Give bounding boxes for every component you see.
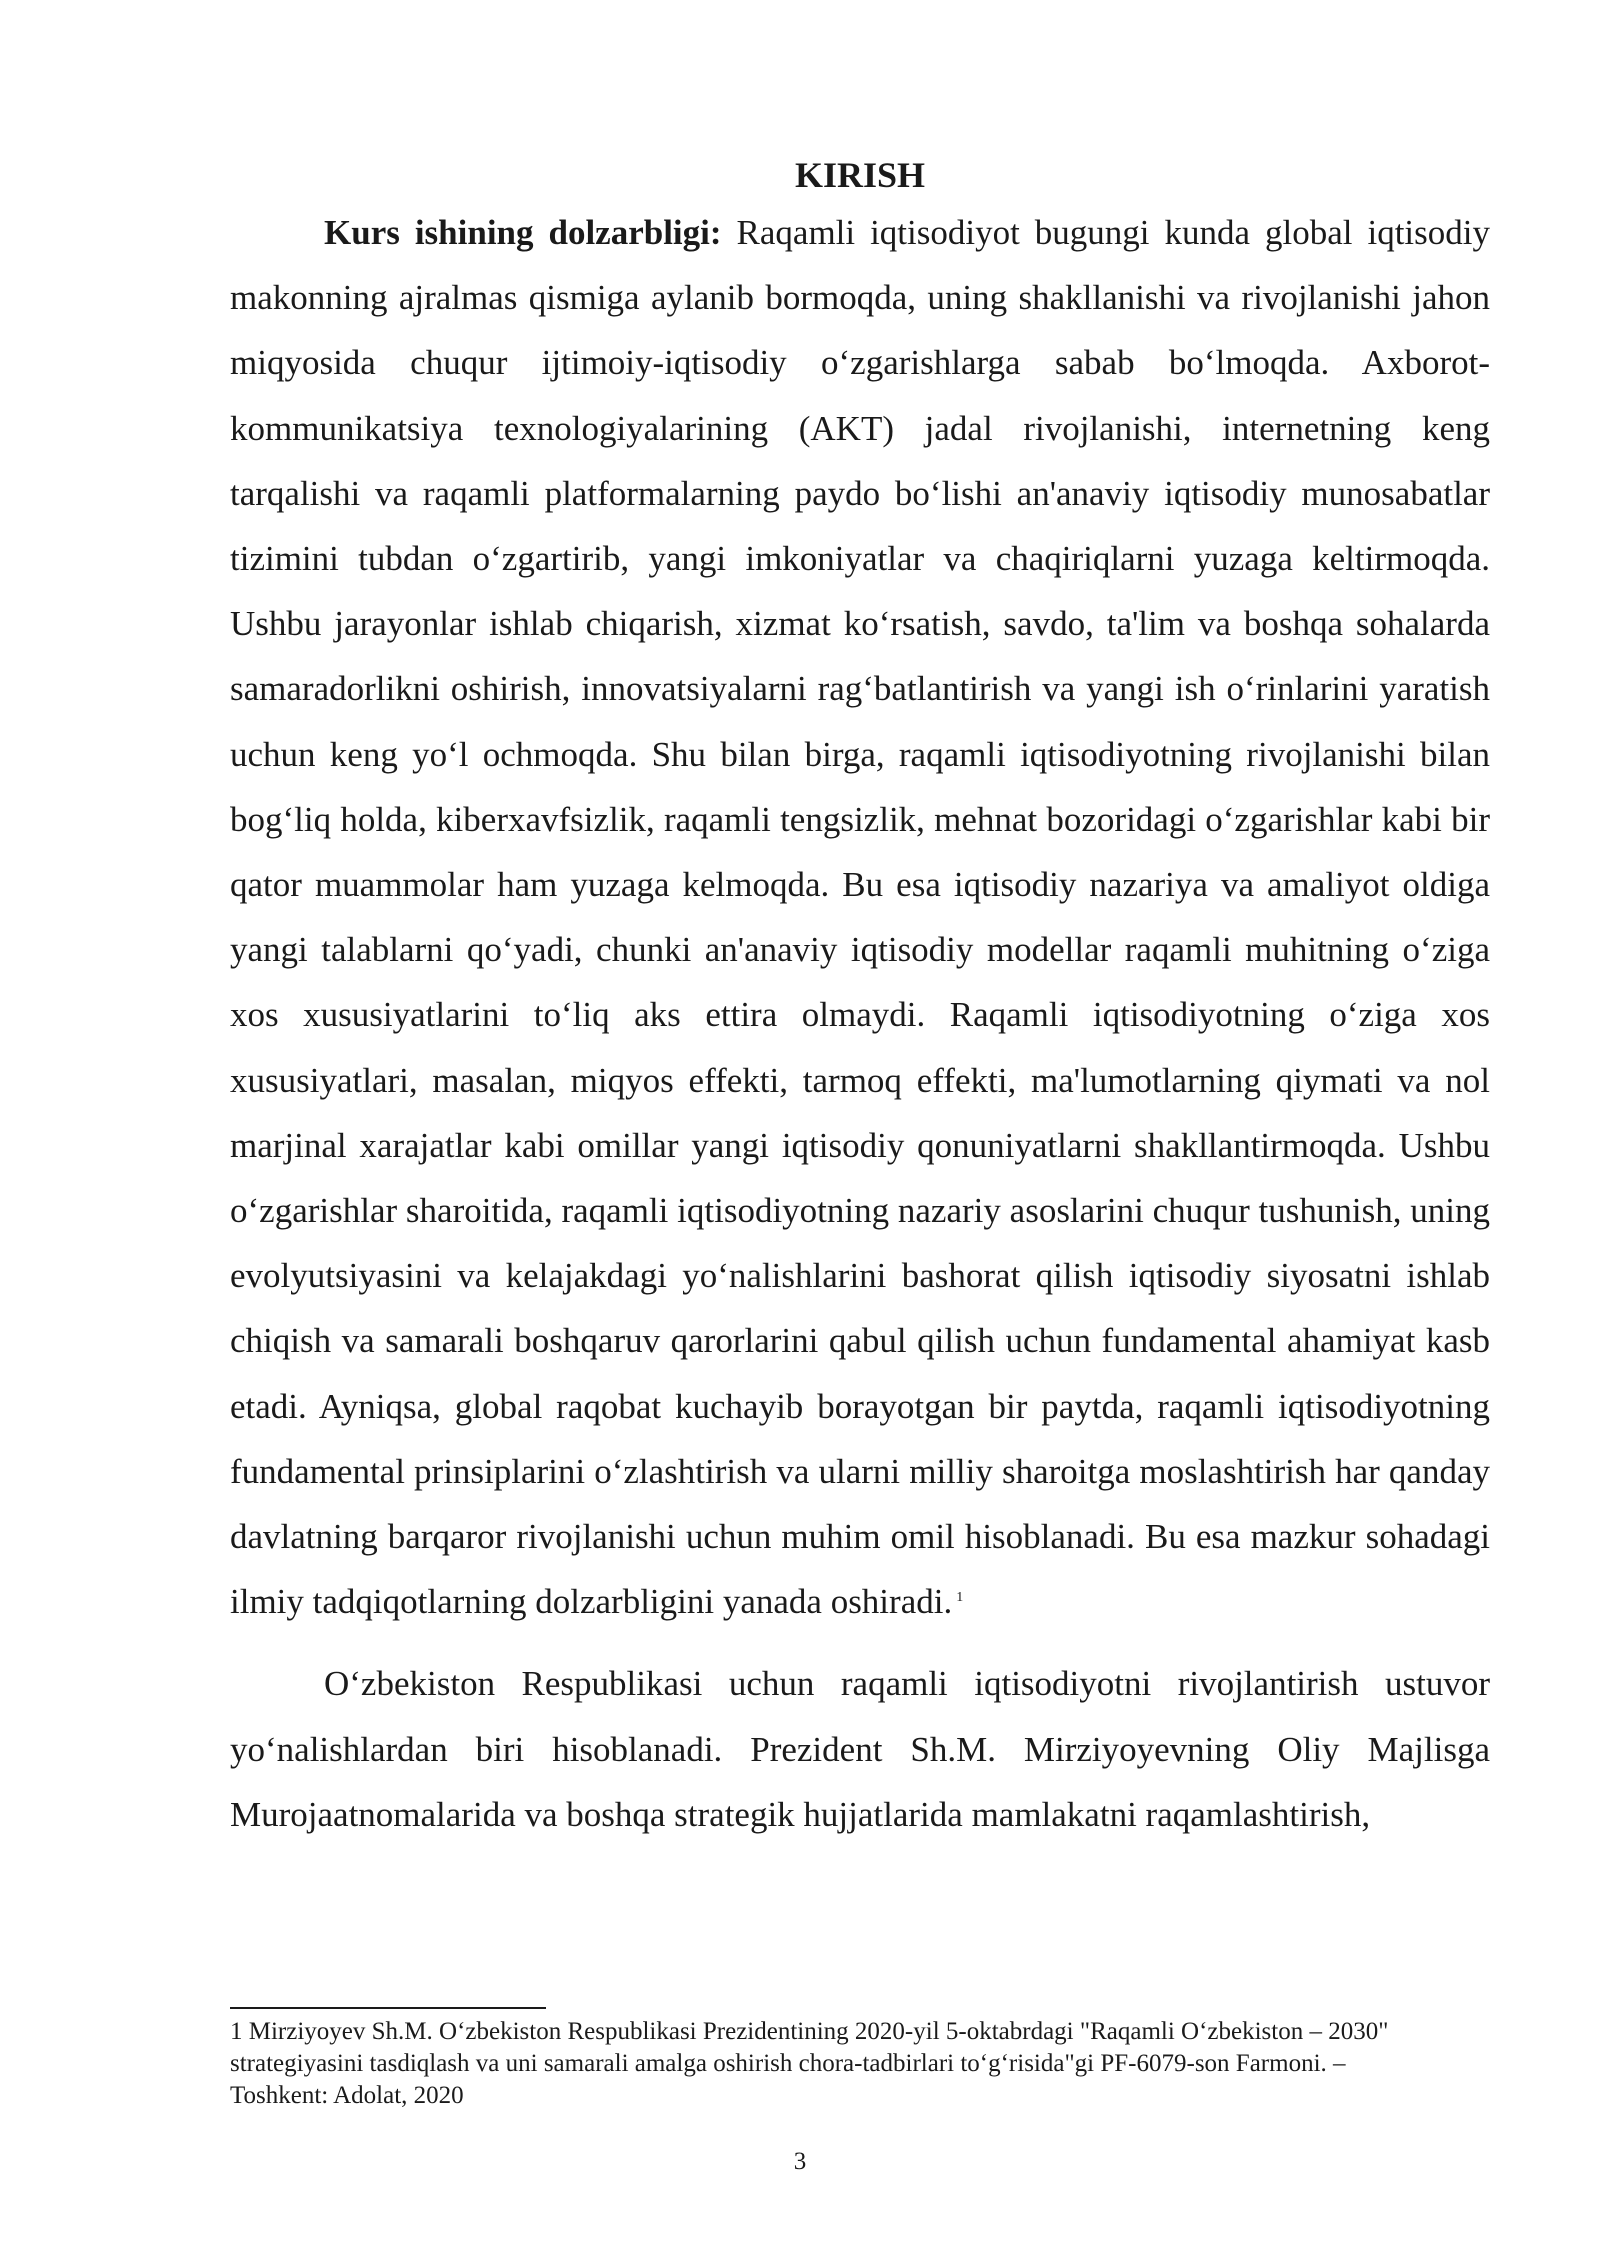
page-body [230, 150, 1490, 1847]
paragraph-text: Oʻzbekiston Respublikasi uchun raqamli iqtisodiyotni rivojlantirish ustuvor yoʻnalishlardan biri hisoblanadi. Prezident Sh.M. Mirziyoyevning Oliy Majlisga Murojaatnomalarida va boshqa strategik hujjatlarida mamlakatni raqamlashtirish, [230, 1664, 1490, 1834]
page-number: 3 [793, 2148, 807, 2175]
footnote-text: Mirziyoyev Sh.M. Oʻzbekiston Respublikasi Prezidentining 2020-yil 5-oktabrdagi "Raqamli Oʻzbekiston – 2030" strategiyasini tasdiqlash va uni samarali amalga oshirish chora-tadbirlari toʻgʻrisida"gi PF-6079-son Farmoni. – Toshkent: Adolat, 2020 [230, 2018, 1389, 2109]
paragraph-text: Raqamli iqtisodiyot bugungi kunda global iqtisodiy makonning ajralmas qismiga aylanib bormoqda, uning shakllanishi va rivojlanishi jahon miqyosida chuqur ijtimoiy-iqtisodiy oʻzgarishlarga sabab boʻlmoqda. Axborot-kommunikatsiya texnologiyalarining (AKT) jadal rivojlanishi, internetning keng tarqalishi va raqamli platformalarning paydo boʻlishi an'anaviy iqtisodiy munosabatlar tizimini tubdan oʻzgartirib, yangi imkoniyatlar va chaqiriqlarni yuzaga keltirmoqda. Ushbu jarayonlar ishlab chiqarish, xizmat koʻrsatish, savdo, ta'lim va boshqa sohalarda samaradorlikni oshirish, innovatsiyalarni ragʻbatlantirish va yangi ish oʻrinlarini yaratish uchun keng yoʻl ochmoqda. Shu bilan birga, raqamli iqtisodiyotning rivojlanishi bilan bogʻliq holda, kiberxavfsizlik, raqamli tengsizlik, mehnat bozoridagi oʻzgarishlar kabi bir qator muammolar ham yuzaga kelmoqda. Bu esa iqtisodiy nazariya va amaliyot oldiga yangi talablarni qoʻyadi, chunki an'anaviy iqtisodiy modellar raqamli muhitning oʻziga xos xususiyatlarini toʻliq aks ettira olmaydi. Raqamli iqtisodiyotning oʻziga xos xususiyatlari, masalan, miqyos effekti, tarmoq effekti, ma'lumotlarning qiymati va nol marjinal xarajatlar kabi omillar yangi iqtisodiy qonuniyatlarni shakllantirmoqda. Ushbu oʻzgarishlar sharoitida, raqamli iqtisodiyotning nazariy asoslarini chuqur tushunish, uning evolyutsiyasini va kelajakdagi yoʻnalishlarini bashorat qilish iqtisodiy siyosatni ishlab chiqish va samarali boshqaruv qarorlarini qabul qilish uchun fundamental ahamiyat kasb etadi. Ayniqsa, global raqobat kuchayib borayotgan bir paytda, raqamli iqtisodiyotning fundamental prinsiplarini oʻzlashtirish va ularni milliy sharoitga moslashtirish har qanday davlatning barqaror rivojlanishi uchun muhim omil hisoblanadi. Bu esa mazkur sohadagi ilmiy tadqiqotlarning dolzarbligini yanada oshiradi. [230, 213, 1490, 1622]
footnote [230, 2016, 1410, 2112]
footnote-number: 1 [230, 2018, 243, 2045]
paragraph-relevance [230, 200, 1490, 1634]
paragraph-lead: Kurs ishining dolzarbligi: [324, 213, 722, 252]
paragraph-uzbekistan [230, 1651, 1490, 1847]
section-heading: KIRISH [794, 155, 926, 195]
footnote-reference[interactable]: 1 [956, 1589, 964, 1605]
footnote-separator [230, 2007, 546, 2009]
